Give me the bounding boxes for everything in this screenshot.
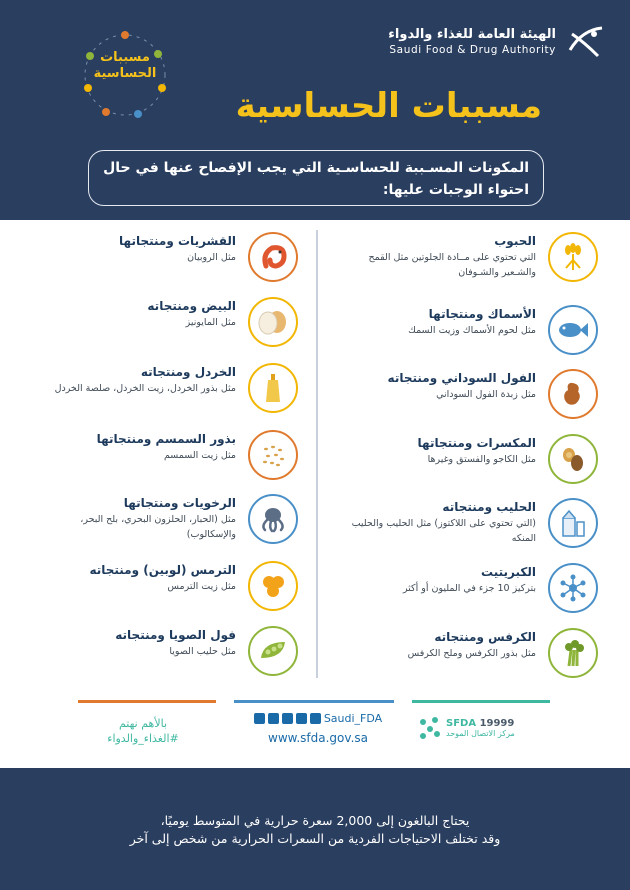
allergen-item-peanut bbox=[332, 369, 602, 429]
allergen-desc: مثل لحوم الأسماك وزيت السمك bbox=[408, 325, 536, 336]
allergen-title: الكبريتيت bbox=[481, 565, 536, 579]
wheat-icon bbox=[548, 232, 598, 282]
org-name-en: Saudi Food & Drug Authority bbox=[389, 44, 556, 56]
allergen-item-mustard bbox=[32, 363, 302, 423]
allergen-desc: مثل بذور الكرفس وملح الكرفس bbox=[407, 648, 536, 659]
org-name-ar: الهيئة العامة للغذاء والدواء bbox=[388, 27, 556, 42]
slogan-hashtag: #الغذاء_والدواء bbox=[107, 732, 179, 745]
allergen-desc: التي تحتوي على مــادة الجلوتين مثل القمح والشـعير والشـوفان bbox=[368, 252, 536, 278]
sesame-icon bbox=[248, 430, 298, 480]
allergen-desc: مثل الكاجو والفستق وغيرها bbox=[427, 454, 536, 465]
sfda-label: SFDA bbox=[446, 718, 477, 729]
allergen-desc: مثل زيت السمسم bbox=[163, 450, 236, 461]
allergen-desc: بتركيز 10 جزء في المليون أو أكثر bbox=[402, 583, 536, 594]
allergen-title: المكسرات ومنتجاتها bbox=[417, 436, 536, 450]
allergens-panel bbox=[0, 220, 630, 768]
peanut-icon bbox=[548, 369, 598, 419]
column-divider bbox=[316, 230, 318, 678]
allergen-item-sesame bbox=[32, 430, 302, 490]
allergen-title: الحليب ومنتجاته bbox=[442, 500, 536, 514]
bottom-note bbox=[0, 812, 630, 848]
allergen-item-celery bbox=[332, 628, 602, 688]
allergen-item-sulfites bbox=[332, 563, 602, 623]
sfda-logo bbox=[388, 20, 608, 64]
bottom-note-line2: وقد تختلف الاحتياجات الفردية من السعرات الحرارية من شخص إلى آخر bbox=[129, 831, 501, 846]
allergen-item-nuts bbox=[332, 434, 602, 494]
allergen-item-crustaceans bbox=[32, 232, 302, 292]
allergen-desc: مثل زيت الترمس bbox=[167, 581, 236, 592]
twitter-icon[interactable] bbox=[268, 713, 279, 724]
snapchat-icon[interactable] bbox=[254, 713, 265, 724]
allergen-desc: مثل بذور الخردل، زيت الخردل، صلصة الخردل bbox=[54, 383, 236, 394]
instagram-icon[interactable] bbox=[282, 713, 293, 724]
call-center-caption: مركز الاتصال الموحد bbox=[446, 729, 515, 738]
nuts-icon bbox=[548, 434, 598, 484]
allergen-desc: مثل الروبيان bbox=[187, 252, 236, 263]
page-title: مسببات الحساسية bbox=[235, 86, 542, 126]
allergen-title: الحبوب bbox=[494, 234, 536, 248]
slogan bbox=[78, 716, 208, 746]
social-handle[interactable]: Saudi_FDA bbox=[323, 712, 383, 725]
allergen-title: الكرفس ومنتجاته bbox=[434, 630, 536, 644]
egg-icon bbox=[248, 297, 298, 347]
allergen-title: الترمس (لوبين) ومنتجاته bbox=[89, 563, 236, 577]
allergen-desc: مثل زبدة الفول السوداني bbox=[436, 389, 536, 400]
allergen-item-soy bbox=[32, 626, 302, 686]
allergen-title: البيض ومنتجاته bbox=[147, 299, 236, 313]
intro-box: المكونات المسـببة للحساسـية التي يجب الإفصاح عنها في حال احتواء الوجبات عليها: bbox=[88, 150, 544, 206]
allergen-item-milk bbox=[332, 498, 602, 558]
website-link[interactable]: www.sfda.gov.sa bbox=[268, 731, 368, 745]
soy-icon bbox=[248, 626, 298, 676]
allergen-title: بذور السمسم ومنتجاتها bbox=[96, 432, 236, 446]
allergen-item-lupin bbox=[32, 561, 302, 621]
allergen-item-molluscs bbox=[32, 494, 302, 554]
fish-icon bbox=[548, 305, 598, 355]
slogan-line1: بالأهم نهتم bbox=[118, 717, 168, 730]
call-center-logo-icon bbox=[418, 716, 442, 740]
allergen-title: فول الصويا ومنتجاته bbox=[115, 628, 236, 642]
call-center bbox=[418, 716, 538, 740]
allergen-title: القشريات ومنتجاتها bbox=[119, 234, 236, 248]
footer-color-lines bbox=[0, 700, 630, 704]
call-number: 19999 bbox=[479, 718, 515, 729]
youtube-icon[interactable] bbox=[296, 713, 307, 724]
allergen-item-grains bbox=[332, 232, 602, 292]
badge-text: مسببات الحساسية bbox=[93, 50, 157, 81]
allergen-title: الخردل ومنتجاته bbox=[140, 365, 236, 379]
allergen-desc: مثل المايونيز bbox=[185, 317, 236, 328]
celery-icon bbox=[548, 628, 598, 678]
allergen-desc: (التي تحتوي على اللاكتوز) مثل الحليب والحليب المنكه bbox=[351, 518, 536, 544]
allergen-item-eggs bbox=[32, 297, 302, 357]
milk-icon bbox=[548, 498, 598, 548]
molecule-icon bbox=[548, 563, 598, 613]
allergen-title: الأسماك ومنتجاتها bbox=[428, 307, 536, 321]
octopus-icon bbox=[248, 494, 298, 544]
allergen-title: الرخويات ومنتجاتها bbox=[123, 496, 236, 510]
sfda-emblem-icon bbox=[564, 20, 608, 64]
mustard-icon bbox=[248, 363, 298, 413]
allergen-desc: مثل (الحبار، الحلزون البحري، بلح البحر، والإسكالوب) bbox=[80, 514, 236, 540]
allergen-title: الفول السوداني ومنتجاته bbox=[387, 371, 536, 385]
bottom-note-line1: يحتاج البالغون إلى 2,000 سعرة حرارية في المتوسط يوميًا، bbox=[160, 813, 470, 828]
allergen-item-fish bbox=[332, 305, 602, 365]
social-links bbox=[238, 712, 398, 745]
shrimp-icon bbox=[248, 232, 298, 282]
allergen-desc: مثل حليب الصويا bbox=[169, 646, 236, 657]
facebook-icon[interactable] bbox=[310, 713, 321, 724]
lupin-icon bbox=[248, 561, 298, 611]
